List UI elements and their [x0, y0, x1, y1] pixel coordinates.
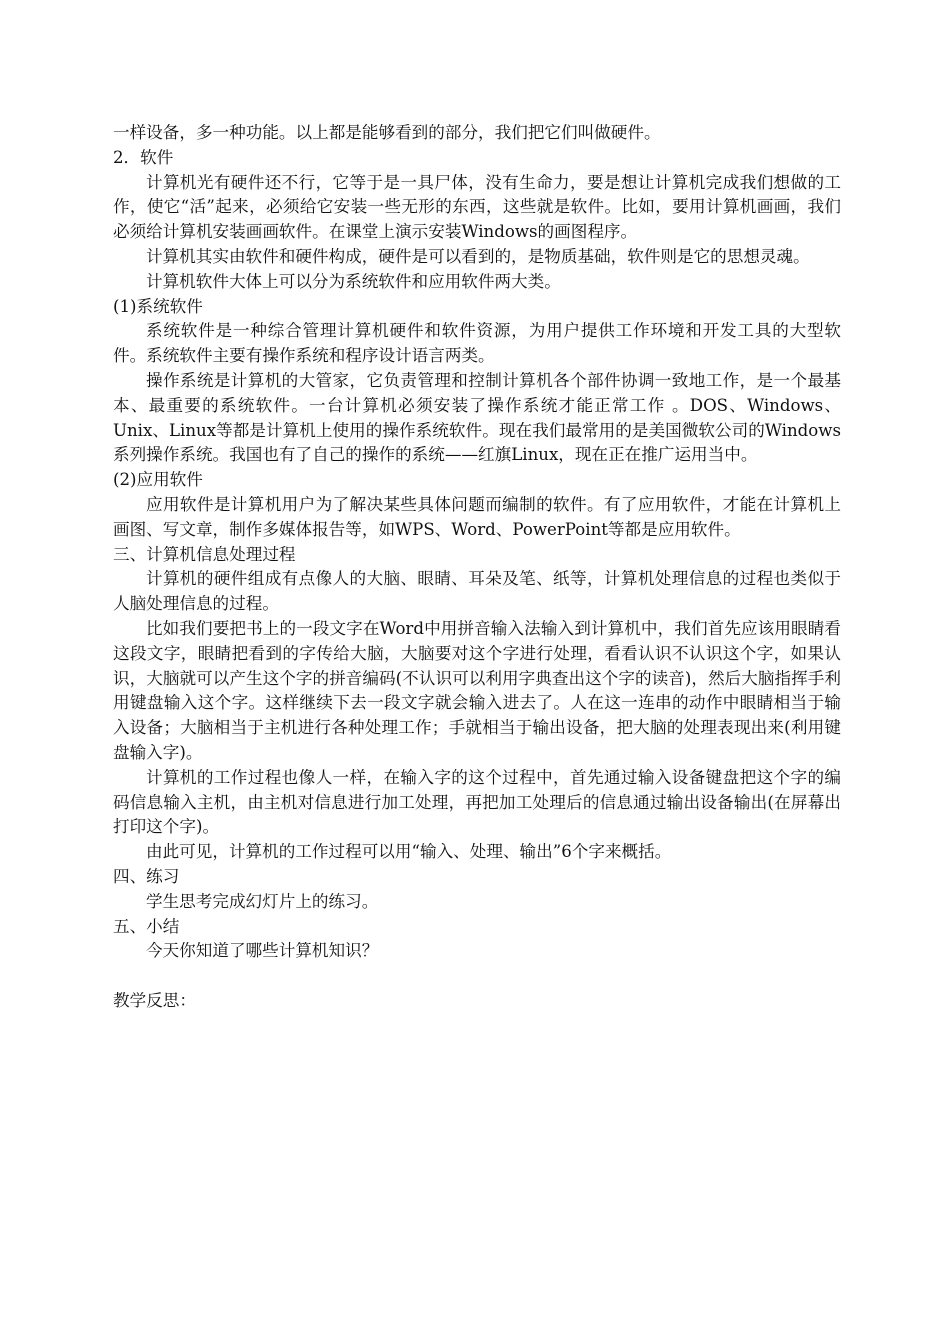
paragraph: 系统软件是一种综合管理计算机硬件和软件资源，为用户提供工作环境和开发工具的大型软件。系统软件主要有操作系统和程序设计语言两类。 [113, 321, 841, 366]
section-heading-summary: 五、小结 [113, 916, 180, 936]
paragraph: 计算机光有硬件还不行，它等于是一具尸体，没有生命力，要是想让计算机完成我们想做的工作，使它“活”起来，必须给它安装一些无形的东西，这些就是软件。比如，要用计算机画画，我们必须给计算机安装画画软件。在课堂上演示安装Windows的画图程序。 [113, 172, 841, 242]
paragraph: 计算机的硬件组成有点像人的大脑、眼睛、耳朵及笔、纸等，计算机处理信息的过程也类似于人脑处理信息的过程。 [113, 569, 841, 614]
section-heading-software: 2．软件 [113, 147, 174, 167]
paragraph: 一样设备，多一种功能。以上都是能够看到的部分，我们把它们叫做硬件。 [113, 123, 661, 142]
document-page [113, 121, 841, 1014]
paragraph: 计算机的工作过程也像人一样，在输入字的这个过程中，首先通过输入设备键盘把这个字的编码信息输入主机，由主机对信息进行加工处理，再把加工处理后的信息通过输出设备输出(在屏幕出打印这个字)。 [113, 767, 841, 837]
paragraph: 由此可见，计算机的工作过程可以用“输入、处理、输出”6个字来概括。 [146, 842, 672, 862]
paragraph: 学生思考完成幻灯片上的练习。 [146, 891, 379, 911]
section-heading-system-software: (1)系统软件 [113, 296, 203, 316]
section-heading-exercise: 四、练习 [113, 866, 180, 886]
teaching-reflection-label: 教学反思： [113, 990, 196, 1010]
section-heading-info-processing: 三、计算机信息处理过程 [113, 544, 296, 564]
paragraph: 今天你知道了哪些计算机知识？ [146, 941, 379, 961]
paragraph: 应用软件是计算机用户为了解决某些具体问题而编制的软件。有了应用软件，才能在计算机上画图、写文章，制作多媒体报告等，如WPS、Word、PowerPoint等都是应用软件。 [113, 494, 841, 539]
blank-line [113, 964, 841, 989]
paragraph: 计算机其实由软件和硬件构成，硬件是可以看到的，是物质基础，软件则是它的思想灵魂。 [146, 246, 810, 266]
paragraph: 计算机软件大体上可以分为系统软件和应用软件两大类。 [146, 271, 561, 291]
section-heading-application-software: (2)应用软件 [113, 470, 203, 490]
paragraph: 比如我们要把书上的一段文字在Word中用拼音输入法输入到计算机中，我们首先应该用眼睛看这段文字，眼睛把看到的字传给大脑，大脑要对这个字进行处理，看看认识不认识这个字，如果认识，大脑就可以产生这个字的拼音编码(不认识可以利用字典查出这个字的读音)，然后大脑指挥手利用键盘输入这个字。这样继续下去一段文字就会输入进去了。人在这一连串的动作中眼睛相当于输入设备；大脑相当于主机进行各种处理工作；手就相当于输出设备，把大脑的处理表现出来(利用键盘输入字)。 [113, 618, 841, 762]
paragraph: 操作系统是计算机的大管家，它负责管理和控制计算机各个部件协调一致地工作，是一个最基本、最重要的系统软件。一台计算机必须安装了操作系统才能正常工作 。DOS、Windows、Unix、Linux等都是计算机上使用的操作系统软件。现在我们最常用的是美国微软公司的Windows系列操作系统。我国也有了自己的操作的系统——红旗Linux，现在正在推广运用当中。 [113, 370, 841, 465]
